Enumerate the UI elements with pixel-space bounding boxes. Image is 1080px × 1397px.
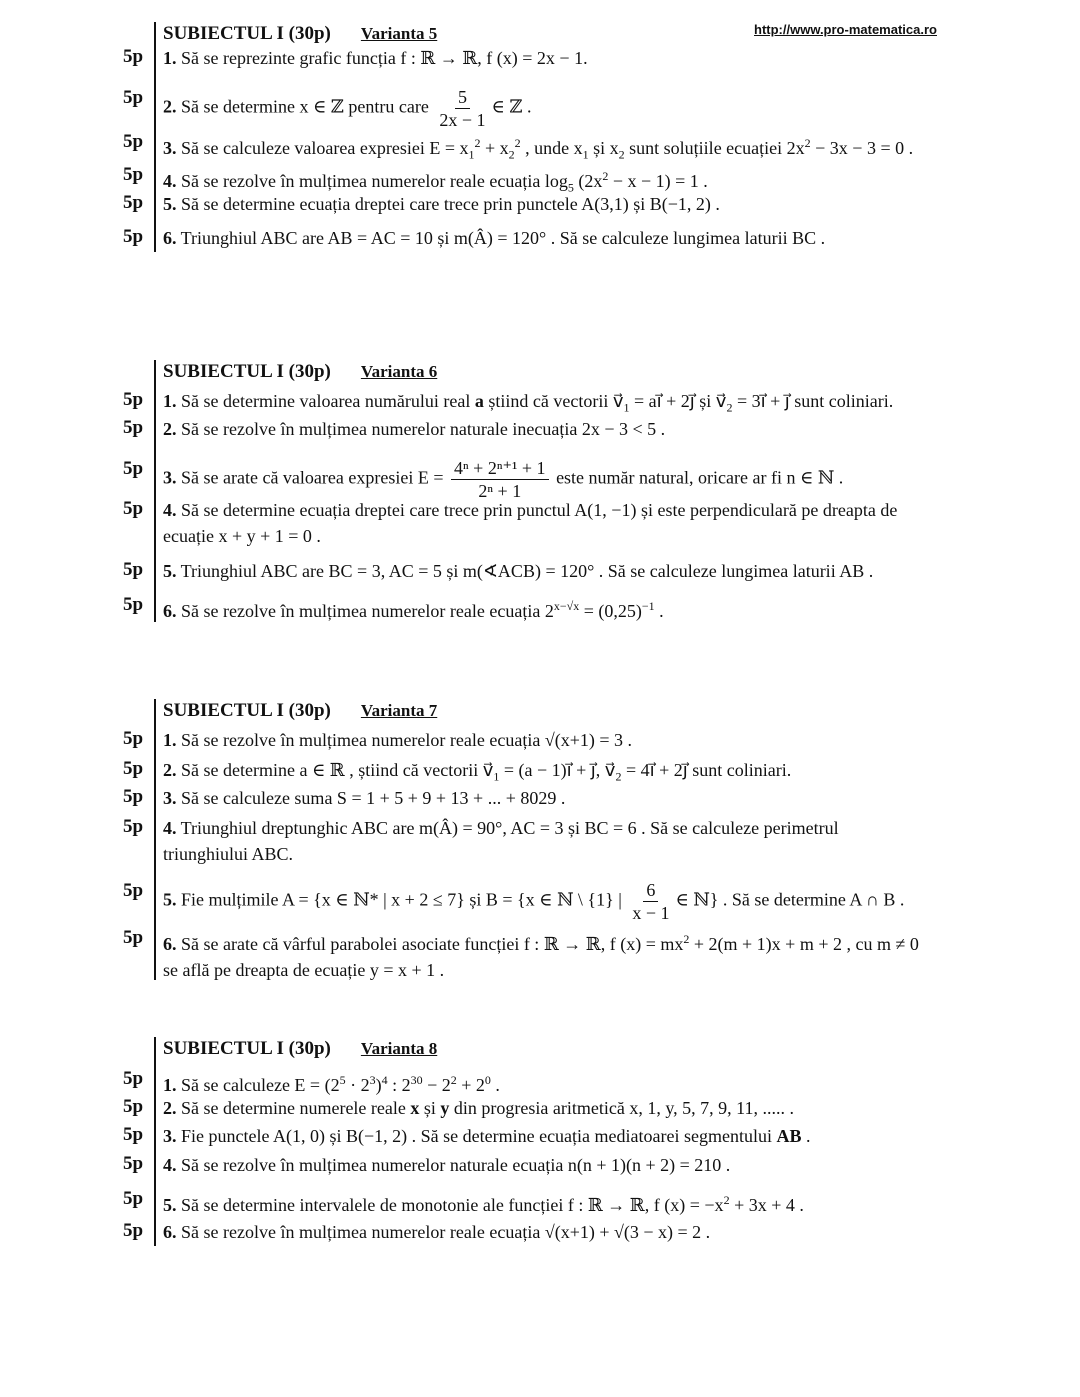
problem-number-bold: y <box>440 1098 450 1118</box>
section-heading <box>163 23 437 45</box>
problem-text-continuation: triunghiului ABC. <box>163 844 294 864</box>
problem-text: = 4i⃗ + 2j⃗ sunt coliniari. <box>621 760 792 780</box>
problem-text: știind că vectorii v⃗ <box>483 391 624 411</box>
problem-text: , unde x <box>520 138 583 158</box>
points-label: 5p <box>123 87 144 108</box>
problem-text: − 2 <box>422 1075 451 1095</box>
problem-text: Să se rezolve în mulțimea numerelor naturale inecuația 2x − 3 < 5 . <box>176 419 666 439</box>
fraction-denominator: 2ⁿ + 1 <box>478 481 522 501</box>
problem-number-bold: 3. <box>163 788 177 808</box>
section-divider-line <box>154 360 156 622</box>
problem-text: Triunghiul ABC are BC = 3, AC = 5 și m(∢ACB) = 120° . Să se calculeze lungimea laturii AB . <box>176 561 874 581</box>
superscript: x−√x <box>553 599 580 613</box>
problem-text: Să se arate că valoarea expresiei E = <box>176 467 449 488</box>
problem-item <box>163 926 919 983</box>
points-label: 5p <box>123 758 144 779</box>
problem-number-bold: 2. <box>163 1098 177 1118</box>
problem-number-bold: 5. <box>163 1195 177 1215</box>
section-divider-line <box>154 699 156 980</box>
problem-text: Triunghiul ABC are AB = AC = 10 și m(Â) = 120° . Să se calculeze lungimea laturii BC . <box>176 228 826 248</box>
points-label: 5p <box>123 880 144 901</box>
problem-number-bold: 4. <box>163 818 177 838</box>
problem-text: Să se determine a ∈ ℝ , știind că vectorii v⃗ <box>176 760 494 780</box>
points-label: 5p <box>123 1220 144 1241</box>
superscript: 2 <box>804 136 811 150</box>
problem-number-bold: 4. <box>163 500 177 520</box>
problem-text: și x <box>588 138 619 158</box>
problem-item <box>163 593 664 624</box>
points-label: 5p <box>123 417 144 438</box>
problem-text: Să se arate că vârful parabolei asociate funcției f : ℝ → ℝ, f (x) = mx <box>176 934 684 954</box>
points-label: 5p <box>123 1068 144 1089</box>
problem-text: Să se determine intervalele de monotonie ale funcției f : ℝ → ℝ, f (x) = −x <box>176 1195 724 1215</box>
problem-number-bold: 3. <box>163 1126 177 1146</box>
problem-text: Fie mulțimile A = {x ∈ ℕ* | x + 2 ≤ 7} și B = {x ∈ ℕ \ {1} | <box>176 889 627 910</box>
problem-item <box>163 86 532 131</box>
points-label: 5p <box>123 389 144 410</box>
problem-text: − x − 1) = 1 . <box>608 171 708 191</box>
problem-text: = ai⃗ + 2j⃗ și v⃗ <box>629 391 727 411</box>
problem-text: = (0,25) <box>579 601 642 621</box>
problem-text: : 2 <box>387 1075 411 1095</box>
problem-text: . <box>801 1126 811 1146</box>
problem-number-bold: 4. <box>163 171 177 191</box>
problem-item <box>163 225 825 251</box>
points-label: 5p <box>123 927 144 948</box>
problem-number-bold: 5. <box>163 194 177 214</box>
section-heading <box>163 361 437 383</box>
problem-number-bold: a <box>474 391 484 411</box>
problem-text: Să se rezolve în mulțimea numerelor naturale ecuația n(n + 1)(n + 2) = 210 . <box>176 1155 731 1175</box>
problem-number-bold: 1. <box>163 48 177 68</box>
problem-number-bold: 1. <box>163 1075 177 1095</box>
problem-text: și <box>419 1098 441 1118</box>
problem-item <box>163 727 632 753</box>
problem-item <box>163 1219 710 1245</box>
problem-text: + 2(m + 1)x + m + 2 , cu m ≠ 0 <box>689 934 919 954</box>
problem-text: sunt soluțiile ecuației 2x <box>624 138 805 158</box>
points-label: 5p <box>123 1124 144 1145</box>
points-label: 5p <box>123 131 144 152</box>
problem-number-bold: 6. <box>163 228 177 248</box>
variant-label: Varianta 5 <box>360 24 438 43</box>
source-url-link[interactable]: http://www.pro-matematica.ro <box>754 22 937 37</box>
problem-text: − 3x − 3 = 0 . <box>810 138 914 158</box>
problem-text: Să se rezolve în mulțimea numerelor reale ecuația 2 <box>176 601 554 621</box>
problem-text: Să se rezolve în mulțimea numerelor reale ecuația √(x+1) + √(3 − x) = 2 . <box>176 1222 711 1242</box>
fraction <box>629 879 672 924</box>
subscript: 2 <box>618 147 625 162</box>
fraction-numerator: 4ⁿ + 2ⁿ⁺¹ + 1 <box>451 457 549 480</box>
problem-number-bold: 1. <box>163 730 177 750</box>
problem-text: din progresia aritmetică x, 1, y, 5, 7, 9, 11, ..... . <box>449 1098 794 1118</box>
problem-text: + 3x + 4 . <box>729 1195 804 1215</box>
problem-text: (2x <box>573 171 603 191</box>
problem-number-bold: x <box>410 1098 420 1118</box>
problem-text: Să se calculeze E = (2 <box>176 1075 340 1095</box>
problem-item <box>163 45 588 71</box>
fraction-numerator: 6 <box>643 879 658 902</box>
superscript: 2 <box>514 136 521 150</box>
points-label: 5p <box>123 1153 144 1174</box>
problem-item <box>163 785 565 811</box>
section-heading <box>163 700 437 722</box>
problem-item <box>163 879 904 924</box>
problem-text: Să se determine numerele reale <box>176 1098 411 1118</box>
subscript: 1 <box>468 147 475 162</box>
section-heading <box>163 1038 437 1060</box>
subscript: 1 <box>582 147 589 162</box>
problem-text: + x <box>480 138 509 158</box>
superscript: −1 <box>641 599 655 613</box>
problem-item <box>163 1123 811 1149</box>
problem-text: = 3i⃗ + j⃗ sunt coliniari. <box>732 391 894 411</box>
problem-number-bold: 6. <box>163 934 177 954</box>
problem-text: Să se determine ecuația dreptei care trece prin punctul A(1, −1) și este perpendiculară pe dreapta de <box>176 500 898 520</box>
problem-number-bold: 3. <box>163 138 177 158</box>
problem-number-bold: 5. <box>163 561 177 581</box>
problem-text: Să se determine x ∈ ℤ pentru care <box>176 96 434 117</box>
problem-text: Să se reprezinte grafic funcția f : ℝ → ℝ, f (x) = 2x − 1. <box>176 48 588 68</box>
problem-number-bold: 5. <box>163 889 177 910</box>
fraction <box>436 86 488 131</box>
points-label: 5p <box>123 728 144 749</box>
points-label: 5p <box>123 1188 144 1209</box>
superscript: 5 <box>339 1073 346 1087</box>
problem-text: este număr natural, oricare ar fi n ∈ ℕ . <box>551 467 844 488</box>
section-title: SUBIECTUL I (30p) <box>163 1038 331 1059</box>
variant-label: Varianta 6 <box>360 362 438 381</box>
points-label: 5p <box>123 226 144 247</box>
points-label: 5p <box>123 46 144 67</box>
problem-text: ) <box>375 1075 382 1095</box>
problem-number-bold: 2. <box>163 760 177 780</box>
problem-item <box>163 130 913 168</box>
subscript: 1 <box>493 769 500 784</box>
problem-text: Să se determine valoarea numărului real <box>176 391 475 411</box>
fraction-denominator: 2x − 1 <box>439 110 486 130</box>
problem-text-continuation: se află pe dreapta de ecuație y = x + 1 . <box>163 960 445 980</box>
subscript: 5 <box>567 180 574 195</box>
problem-item <box>163 457 843 502</box>
problem-number-bold: 3. <box>163 467 177 488</box>
variant-label: Varianta 8 <box>360 1039 438 1058</box>
problem-number-bold: 2. <box>163 96 177 117</box>
problem-item <box>163 815 839 867</box>
problem-number-bold: 1. <box>163 391 177 411</box>
points-label: 5p <box>123 458 144 479</box>
problem-text: ∈ ℕ} . Să se determine A ∩ B . <box>675 889 905 910</box>
points-label: 5p <box>123 498 144 519</box>
problem-text: . <box>490 1075 500 1095</box>
subscript: 2 <box>615 769 622 784</box>
problem-number-bold: 2. <box>163 419 177 439</box>
points-label: 5p <box>123 816 144 837</box>
problem-item <box>163 497 897 549</box>
section-title: SUBIECTUL I (30p) <box>163 23 331 44</box>
problem-text: Triunghiul dreptunghic ABC are m(Â) = 90°, AC = 3 și BC = 6 . Să se calculeze perimetrul <box>176 818 839 838</box>
superscript: 2 <box>450 1073 457 1087</box>
superscript: 2 <box>723 1193 730 1207</box>
problem-text: Să se determine ecuația dreptei care trece prin punctele A(3,1) și B(−1, 2) . <box>176 194 720 214</box>
problem-item <box>163 1095 794 1121</box>
fraction-denominator: x − 1 <box>632 903 670 923</box>
points-label: 5p <box>123 1096 144 1117</box>
problem-number-bold: 4. <box>163 1155 177 1175</box>
problem-number-bold: 6. <box>163 601 177 621</box>
problem-item <box>163 558 873 584</box>
points-label: 5p <box>123 559 144 580</box>
points-label: 5p <box>123 164 144 185</box>
superscript: 2 <box>683 932 690 946</box>
points-label: 5p <box>123 786 144 807</box>
points-label: 5p <box>123 594 144 615</box>
superscript: 2 <box>474 136 481 150</box>
problem-text: Fie punctele A(1, 0) și B(−1, 2) . Să se determine ecuația mediatoarei segmentului <box>176 1126 777 1146</box>
problem-item <box>163 1152 730 1178</box>
problem-item <box>163 416 665 442</box>
problem-text: Să se rezolve în mulțimea numerelor reale ecuația log <box>176 171 568 191</box>
section-divider-line <box>154 1037 156 1246</box>
problem-item <box>163 191 720 217</box>
problem-item <box>163 1187 804 1218</box>
problem-number-bold: AB <box>776 1126 802 1146</box>
problem-text: Să se rezolve în mulțimea numerelor reale ecuația √(x+1) = 3 . <box>176 730 633 750</box>
fraction <box>451 457 549 502</box>
problem-number-bold: 6. <box>163 1222 177 1242</box>
problem-text: = (a − 1)i⃗ + j⃗, v⃗ <box>499 760 616 780</box>
section-divider-line <box>154 22 156 252</box>
superscript: 3 <box>369 1073 376 1087</box>
problem-item <box>163 1067 500 1098</box>
superscript: 4 <box>381 1073 388 1087</box>
problem-text: · 2 <box>345 1075 370 1095</box>
superscript: 2 <box>602 169 609 183</box>
superscript: 30 <box>410 1073 423 1087</box>
problem-text: + 2 <box>456 1075 485 1095</box>
fraction-numerator: 5 <box>455 86 470 109</box>
section-title: SUBIECTUL I (30p) <box>163 361 331 382</box>
problem-text: Să se calculeze valoarea expresiei E = x <box>176 138 469 158</box>
subscript: 1 <box>623 400 630 415</box>
problem-text: . <box>654 601 664 621</box>
section-title: SUBIECTUL I (30p) <box>163 700 331 721</box>
subscript: 2 <box>726 400 733 415</box>
superscript: 0 <box>484 1073 491 1087</box>
points-label: 5p <box>123 192 144 213</box>
problem-text-continuation: ecuație x + y + 1 = 0 . <box>163 526 321 546</box>
problem-text: ∈ ℤ . <box>491 96 532 117</box>
subscript: 2 <box>508 147 515 162</box>
problem-text: Să se calculeze suma S = 1 + 5 + 9 + 13 + ... + 8029 . <box>176 788 566 808</box>
variant-label: Varianta 7 <box>360 701 438 720</box>
